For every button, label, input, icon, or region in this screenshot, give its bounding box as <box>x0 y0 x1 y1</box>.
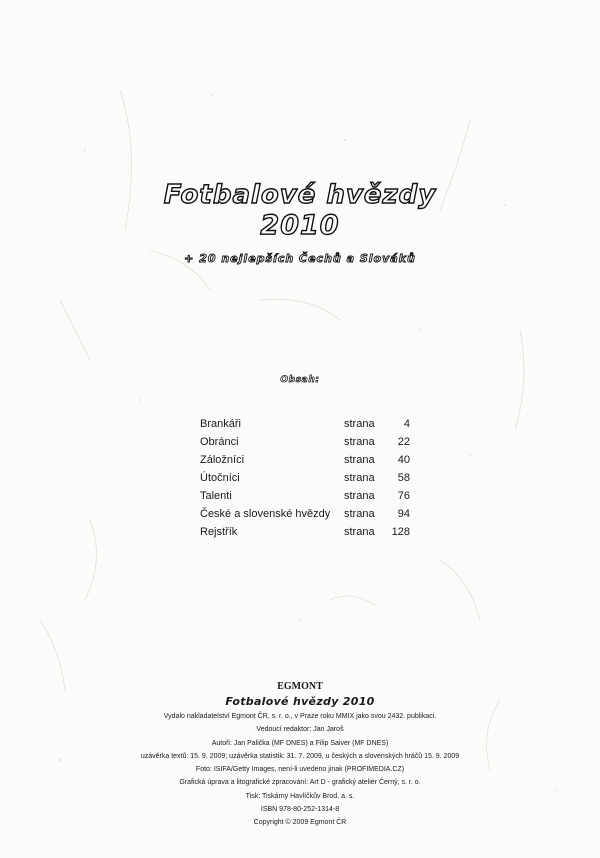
imprint-line-editor: Vedoucí redaktor: Jan Jaroš <box>256 726 344 734</box>
toc-page: 128 <box>391 526 410 538</box>
toc-label: strana <box>344 436 375 448</box>
imprint-line-deadlines: uzávěrka textů: 15. 9. 2009; uzávěrka statistik: 31. 7. 2009, u českých a slovenských hráčů 15. 9. 2009 <box>140 752 460 760</box>
toc-row-goalkeepers <box>200 415 410 433</box>
toc-label: strana <box>344 490 375 502</box>
imprint-line-copyright: Copyright © 2009 Egmont ČR <box>253 819 347 827</box>
toc-section: Obránci <box>200 436 239 448</box>
toc-section: Záložníci <box>200 454 245 466</box>
toc-row-midfielders <box>200 451 410 469</box>
imprint <box>0 680 600 830</box>
toc-section: Brankáři <box>200 418 241 430</box>
toc-section: Rejstřík <box>200 526 238 538</box>
toc-row-defenders <box>200 433 410 451</box>
toc-section: Útočníci <box>200 472 240 484</box>
toc-label: strana <box>344 508 375 520</box>
toc-label: strana <box>344 472 375 484</box>
toc-page: 40 <box>397 454 410 466</box>
toc-section: České a slovenské hvězdy <box>200 508 331 520</box>
table-of-contents <box>200 415 410 541</box>
toc-label: strana <box>344 526 375 538</box>
imprint-line-publication: Vydalo nakladatelství Egmont ČR, s. r. o., v Praze roku MMIX jako svou 2432. publikaci. <box>163 713 437 720</box>
imprint-line-isbn: ISBN 978-80-252-1314-8 <box>260 806 340 814</box>
toc-page: 4 <box>403 418 410 430</box>
toc-section: Talenti <box>200 490 232 502</box>
title-line-2: 2010 <box>260 210 340 241</box>
title-line-1: Fotbalové hvězdy <box>163 180 437 210</box>
toc-row-czech-slovak-stars <box>200 505 410 523</box>
subtitle: + 20 nejlepších Čechů a Slováků <box>184 252 416 265</box>
imprint-line-photo: Foto: ISIFA/Getty Images, není-li uvedeno jinak (PROFIMEDIA.CZ) <box>195 766 405 774</box>
publisher-name: EGMONT <box>277 681 323 692</box>
toc-page: 22 <box>397 436 410 448</box>
imprint-book-title: Fotbalové hvězdy 2010 <box>225 695 375 708</box>
imprint-line-design: Grafická úprava a litografické zpracování: Art D - grafický ateliér Černý, s. r. o. <box>179 779 421 787</box>
imprint-line-authors: Autoři: Jan Palička (MF DNES) a Filip Saiver (MF DNES) <box>211 739 389 747</box>
toc-row-forwards <box>200 469 410 487</box>
toc-label: strana <box>344 454 375 466</box>
toc-row-index <box>200 523 410 541</box>
toc-page: 76 <box>397 490 410 502</box>
toc-row-talents <box>200 487 410 505</box>
imprint-line-print: Tisk: Tiskárny Havlíčkův Brod, a. s. <box>245 792 355 800</box>
toc-page: 94 <box>397 508 410 520</box>
toc-label: strana <box>344 418 375 430</box>
contents-heading: Obsah: <box>280 375 320 385</box>
toc-page: 58 <box>397 472 410 484</box>
